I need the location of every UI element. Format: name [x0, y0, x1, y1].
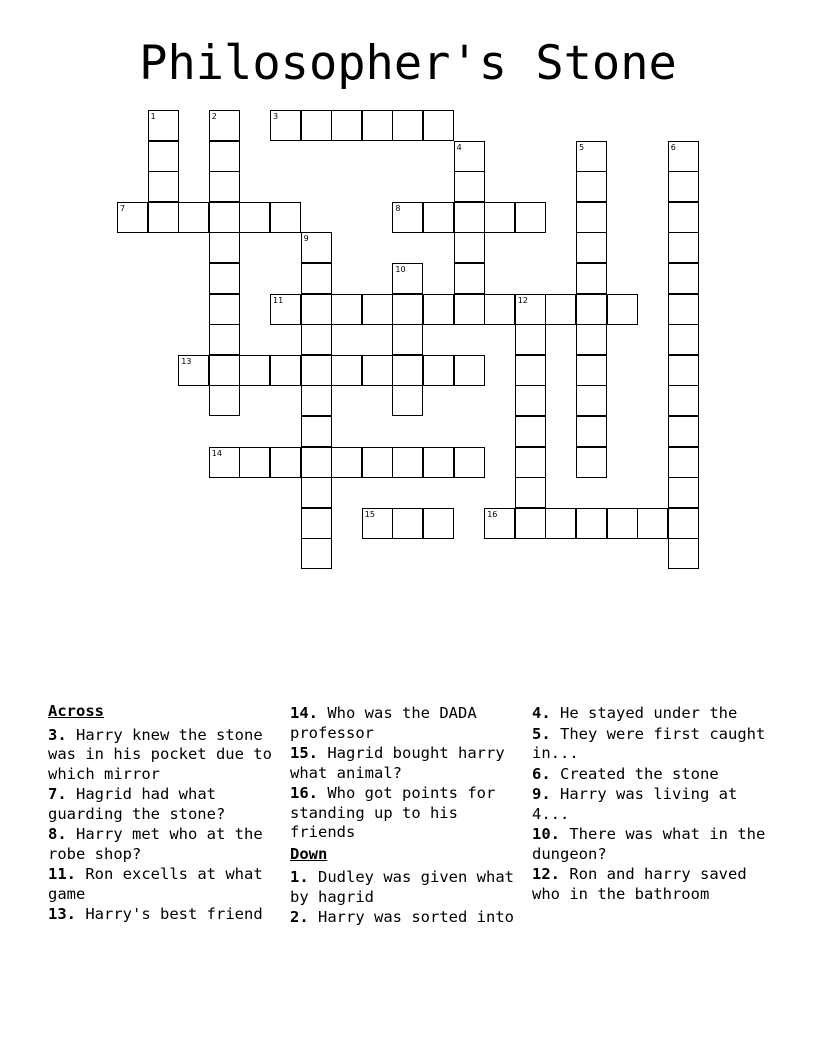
grid-cell[interactable]: [209, 171, 240, 202]
grid-cell[interactable]: [637, 508, 668, 539]
grid-cell[interactable]: [301, 355, 332, 386]
cell-number: 5: [579, 142, 585, 152]
grid-cell[interactable]: [117, 202, 148, 233]
grid-cell[interactable]: [301, 385, 332, 416]
grid-cell[interactable]: [668, 263, 699, 294]
grid-cell[interactable]: [423, 294, 454, 325]
grid-cell[interactable]: [515, 294, 546, 325]
grid-cell[interactable]: [576, 416, 607, 447]
clue-item: [290, 744, 530, 783]
grid-cell[interactable]: [209, 232, 240, 263]
grid-cell[interactable]: [484, 508, 515, 539]
clue-number: 1.: [290, 868, 309, 886]
cell-number: 4: [456, 142, 462, 152]
clue-text: Created the stone: [560, 764, 719, 783]
grid-cell[interactable]: [515, 355, 546, 386]
grid-cell[interactable]: [454, 232, 485, 263]
clue-number: 6.: [532, 764, 551, 783]
grid-cell[interactable]: [239, 447, 270, 478]
cell-number: 8: [395, 203, 401, 213]
grid-cell[interactable]: [576, 355, 607, 386]
clue-item: [290, 908, 530, 928]
clue-item: [532, 785, 772, 824]
clue-number: 14.: [290, 704, 318, 722]
grid-cell[interactable]: [668, 447, 699, 478]
clue-number: 10.: [532, 825, 560, 843]
cell-number: 13: [181, 356, 192, 366]
grid-cell[interactable]: [515, 324, 546, 355]
grid-cell[interactable]: [301, 232, 332, 263]
grid-cell[interactable]: [576, 232, 607, 263]
clue-text: Dudley was given what by hagrid: [290, 868, 514, 906]
grid-cell[interactable]: [301, 508, 332, 539]
clue-text: Harry was living at 4...: [532, 785, 738, 823]
grid-cell[interactable]: [239, 202, 270, 233]
clue-text: There was what in the dungeon?: [532, 825, 766, 863]
grid-cell[interactable]: [392, 263, 423, 294]
clue-number: 9.: [532, 785, 551, 803]
grid-cell[interactable]: [392, 355, 423, 386]
grid-cell[interactable]: [668, 232, 699, 263]
clue-number: 11.: [48, 865, 76, 883]
grid-cell[interactable]: [576, 324, 607, 355]
grid-cell[interactable]: [362, 294, 393, 325]
grid-cell[interactable]: [301, 110, 332, 141]
clue-item: [48, 825, 288, 864]
clue-item: [532, 825, 772, 864]
grid-cell[interactable]: [607, 294, 638, 325]
grid-cell[interactable]: [668, 355, 699, 386]
clue-text: Who was the DADA professor: [290, 704, 477, 742]
grid-cell[interactable]: [362, 447, 393, 478]
clue-text: Harry met who at the robe shop?: [48, 825, 263, 863]
cell-number: 11: [273, 295, 284, 305]
cell-number: 16: [487, 509, 498, 519]
grid-cell[interactable]: [576, 171, 607, 202]
grid-cell[interactable]: [331, 447, 362, 478]
grid-cell[interactable]: [515, 508, 546, 539]
clue-text: Who got points for standing up to his friends: [290, 784, 496, 841]
clue-item: [532, 725, 772, 764]
grid-cell[interactable]: [301, 416, 332, 447]
grid-cell[interactable]: [454, 294, 485, 325]
grid-cell[interactable]: [148, 202, 179, 233]
grid-cell[interactable]: [454, 355, 485, 386]
grid-cell[interactable]: [148, 110, 179, 141]
grid-cell[interactable]: [515, 447, 546, 478]
clue-column-2: [290, 704, 530, 929]
down-heading: Down: [290, 844, 328, 863]
grid-cell[interactable]: [454, 141, 485, 172]
grid-cell[interactable]: [576, 508, 607, 539]
grid-cell[interactable]: [576, 447, 607, 478]
clue-number: 13.: [48, 905, 76, 923]
grid-cell[interactable]: [668, 324, 699, 355]
grid-cell[interactable]: [331, 110, 362, 141]
grid-cell[interactable]: [362, 508, 393, 539]
cell-number: 6: [670, 142, 676, 152]
grid-cell[interactable]: [301, 538, 332, 569]
grid-cell[interactable]: [392, 324, 423, 355]
grid-cell[interactable]: [515, 416, 546, 447]
grid-cell[interactable]: [392, 202, 423, 233]
grid-cell[interactable]: [392, 385, 423, 416]
cell-number: 14: [211, 448, 222, 458]
grid-cell[interactable]: [668, 141, 699, 172]
clue-item: [48, 726, 288, 785]
grid-cell[interactable]: [148, 171, 179, 202]
grid-cell[interactable]: [209, 110, 240, 141]
clue-text: They were first caught in...: [532, 724, 766, 762]
grid-cell[interactable]: [515, 202, 546, 233]
across-heading: Across: [48, 702, 104, 720]
clue-number: 15.: [290, 744, 318, 762]
grid-cell[interactable]: [331, 294, 362, 325]
grid-cell[interactable]: [454, 447, 485, 478]
grid-cell[interactable]: [301, 324, 332, 355]
grid-cell[interactable]: [270, 294, 301, 325]
grid-cell[interactable]: [423, 202, 454, 233]
grid-cell[interactable]: [668, 416, 699, 447]
clue-item: [48, 785, 288, 824]
grid-cell[interactable]: [423, 447, 454, 478]
grid-cell[interactable]: [668, 202, 699, 233]
grid-cell[interactable]: [515, 477, 546, 508]
clue-text: Ron and harry saved who in the bathroom: [532, 865, 747, 903]
grid-cell[interactable]: [454, 171, 485, 202]
clue-text: Ron excells at what game: [48, 865, 263, 903]
clue-number: 5.: [532, 724, 551, 743]
grid-cell[interactable]: [270, 110, 301, 141]
clue-text: Harry knew the stone was in his pocket due to which mirror: [48, 725, 272, 783]
clue-item: [532, 865, 772, 904]
grid-cell[interactable]: [209, 141, 240, 172]
clue-item: [290, 868, 530, 907]
clue-number: 3.: [48, 725, 67, 744]
grid-cell[interactable]: [239, 355, 270, 386]
clue-number: 12.: [532, 865, 560, 883]
grid-cell[interactable]: [209, 294, 240, 325]
clue-text: Harry's best friend: [85, 905, 263, 923]
clue-number: 4.: [532, 704, 551, 722]
grid-cell[interactable]: [209, 447, 240, 478]
grid-cell[interactable]: [301, 447, 332, 478]
grid-cell[interactable]: [331, 355, 362, 386]
grid-cell[interactable]: [148, 141, 179, 172]
clue-number: 8.: [48, 825, 67, 843]
clue-number: 7.: [48, 785, 67, 803]
grid-cell[interactable]: [576, 385, 607, 416]
grid-cell[interactable]: [270, 355, 301, 386]
grid-cell[interactable]: [607, 508, 638, 539]
grid-cell[interactable]: [454, 202, 485, 233]
grid-cell[interactable]: [209, 263, 240, 294]
cell-number: 2: [211, 112, 217, 121]
cell-number: 10: [395, 265, 406, 274]
grid-cell[interactable]: [301, 294, 332, 325]
cell-number: 7: [120, 203, 126, 213]
clue-text: Hagrid bought harry what animal?: [290, 744, 505, 782]
grid-cell[interactable]: [668, 294, 699, 325]
clue-column-1: [48, 702, 288, 926]
grid-cell[interactable]: [301, 263, 332, 294]
grid-cell[interactable]: [668, 538, 699, 569]
cell-number: 9: [303, 234, 309, 244]
grid-cell[interactable]: [668, 477, 699, 508]
grid-cell[interactable]: [209, 355, 240, 386]
clue-item: [532, 765, 772, 785]
grid-cell[interactable]: [668, 508, 699, 539]
clue-item: [48, 865, 288, 904]
clue-number: 16.: [290, 784, 318, 802]
grid-cell[interactable]: [362, 355, 393, 386]
grid-cell[interactable]: [178, 202, 209, 233]
cell-number: 15: [364, 509, 375, 519]
grid-cell[interactable]: [209, 385, 240, 416]
grid-cell[interactable]: [301, 477, 332, 508]
grid-cell[interactable]: [576, 141, 607, 172]
grid-cell[interactable]: [392, 447, 423, 478]
grid-cell[interactable]: [392, 110, 423, 141]
grid-cell[interactable]: [270, 447, 301, 478]
grid-cell[interactable]: [454, 263, 485, 294]
clue-text: Harry was sorted into: [318, 908, 514, 926]
grid-cell[interactable]: [423, 355, 454, 386]
cell-number: 12: [517, 295, 528, 305]
grid-cell[interactable]: [576, 202, 607, 233]
grid-cell[interactable]: [576, 263, 607, 294]
grid-cell[interactable]: [362, 110, 393, 141]
cell-number: 1: [150, 112, 156, 121]
grid-cell[interactable]: [484, 294, 515, 325]
grid-cell[interactable]: [545, 508, 576, 539]
grid-cell[interactable]: [423, 110, 454, 141]
grid-cell[interactable]: [209, 202, 240, 233]
grid-cell[interactable]: [423, 508, 454, 539]
clue-item: [290, 704, 530, 743]
clue-item: [532, 704, 772, 724]
grid-cell[interactable]: [178, 355, 209, 386]
grid-cell[interactable]: [576, 294, 607, 325]
grid-cell[interactable]: [270, 202, 301, 233]
clue-text: Hagrid had what guarding the stone?: [48, 785, 226, 823]
clue-item: [290, 784, 530, 843]
grid-cell[interactable]: [545, 294, 576, 325]
grid-cell[interactable]: [209, 324, 240, 355]
clue-item: [48, 905, 288, 925]
puzzle-title: Philosopher's Stone: [139, 36, 677, 91]
grid-cell[interactable]: [668, 171, 699, 202]
clue-number: 2.: [290, 908, 309, 926]
grid-cell[interactable]: [392, 294, 423, 325]
grid-cell[interactable]: [484, 202, 515, 233]
grid-cell[interactable]: [668, 385, 699, 416]
grid-cell[interactable]: [515, 385, 546, 416]
grid-cell[interactable]: [392, 508, 423, 539]
clue-column-3: [532, 704, 772, 905]
clue-text: He stayed under the: [560, 704, 738, 722]
cell-number: 3: [273, 112, 279, 121]
